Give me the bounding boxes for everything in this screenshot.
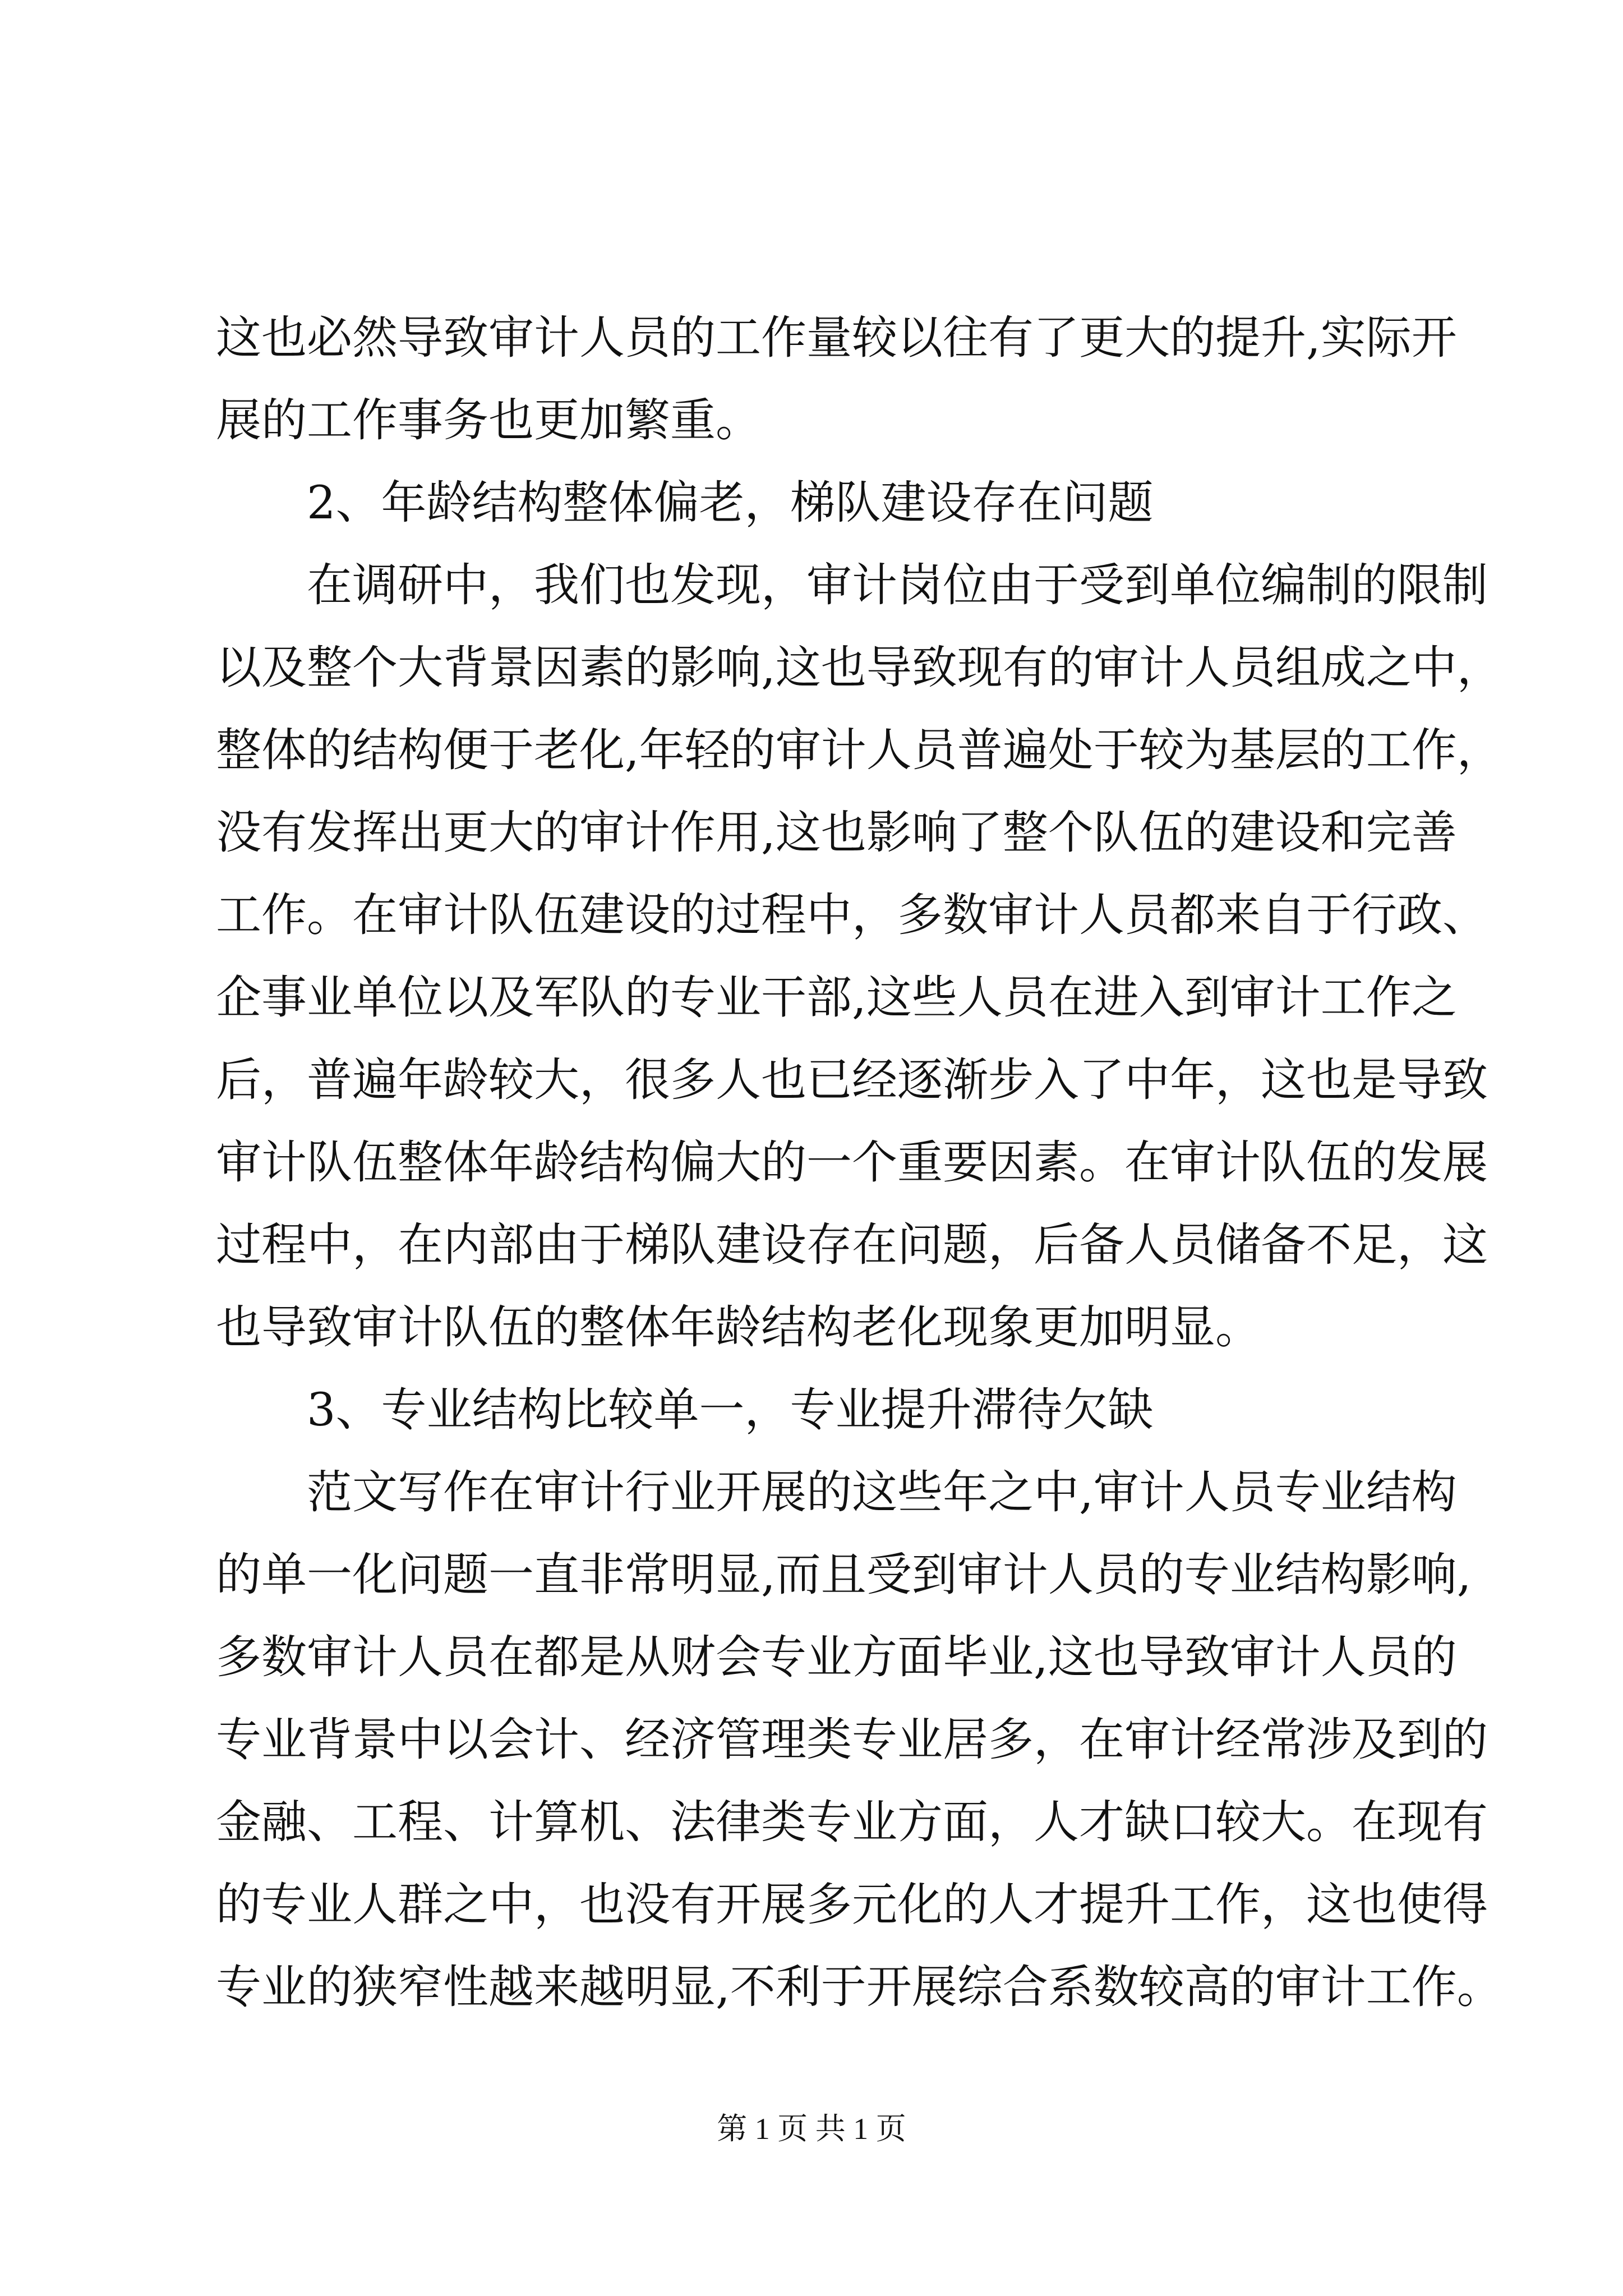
paragraph-line: 专业背景中以会计、经济管理类专业居多，在审计经常涉及到的 [216,1714,1488,1766]
paragraph-line: 专业的狭窄性越来越明显,不利于开展综合系数较高的审计工作。 [216,1961,1502,2014]
document-body [216,297,1502,2029]
paragraph-line: 企事业单位以及军队的专业干部,这些人员在进入到审计工作之 [216,972,1457,1024]
paragraph-line: 多数审计人员在都是从财会专业方面毕业,这也导致审计人员的 [216,1631,1457,1684]
paragraph-line: 后，普遍年龄较大，很多人也已经逐渐步入了中年，这也是导致 [216,1054,1488,1107]
paragraph-line: 的专业人群之中，也没有开展多元化的人才提升工作，这也使得 [216,1879,1488,1931]
paragraph-line: 工作。在审计队伍建设的过程中，多数审计人员都来自于行政、 [216,889,1488,942]
paragraph-line: 在调研中，我们也发现，审计岗位由于受到单位编制的限制 [307,559,1488,612]
paragraph-line: 过程中，在内部由于梯队建设存在问题，后备人员储备不足，这 [216,1219,1488,1272]
section-heading: 3、专业结构比较单一，专业提升滞待欠缺 [307,1384,1154,1437]
section-heading: 2、年龄结构整体偏老，梯队建设存在问题 [307,477,1154,530]
page-footer [0,2109,1623,2148]
paragraph-line: 这也必然导致审计人员的工作量较以往有了更大的提升,实际开 [216,312,1457,365]
paragraph-line: 展的工作事务也更加繁重。 [216,394,762,447]
paragraph-line: 也导致审计队伍的整体年龄结构老化现象更加明显。 [216,1301,1261,1354]
paragraph-line: 整体的结构便于老化,年轻的审计人员普遍处于较为基层的工作， [216,724,1502,777]
paragraph-line: 没有发挥出更大的审计作用,这也影响了整个队伍的建设和完善 [216,807,1457,859]
paragraph-line: 审计队伍整体年龄结构偏大的一个重要因素。在审计队伍的发展 [216,1137,1488,1189]
paragraph-line: 以及整个大背景因素的影响,这也导致现有的审计人员组成之中， [216,642,1502,694]
page-number: 第 1 页 共 1 页 [717,2112,906,2146]
paragraph-line: 金融、工程、计算机、法律类专业方面，人才缺口较大。在现有 [216,1796,1488,1849]
paragraph-line: 的单一化问题一直非常明显,而且受到审计人员的专业结构影响, [216,1549,1472,1602]
paragraph-line: 范文写作在审计行业开展的这些年之中,审计人员专业结构 [307,1466,1457,1519]
